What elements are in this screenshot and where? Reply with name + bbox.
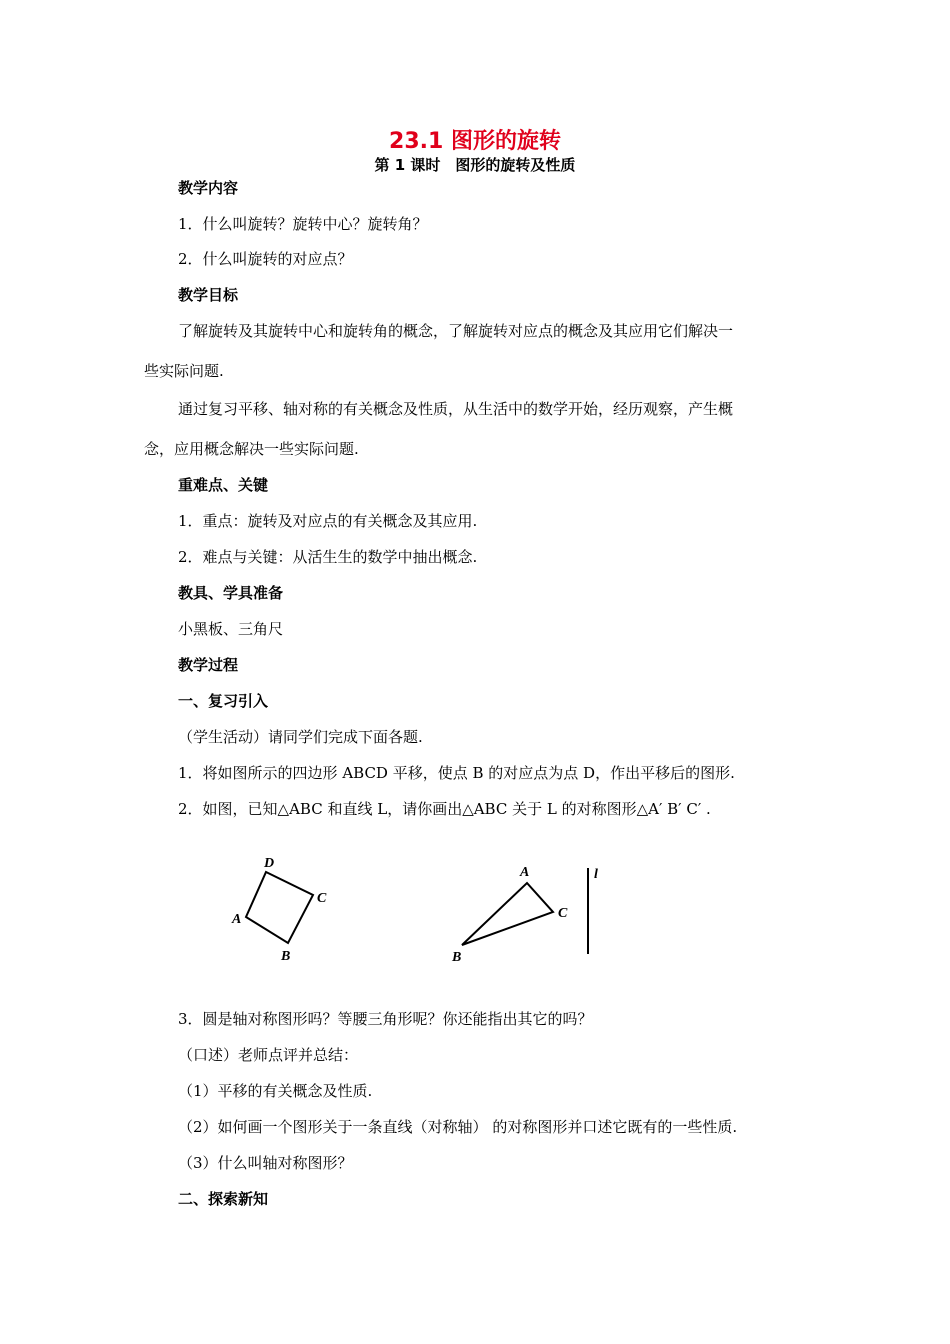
- summary-item-3: （3）什么叫轴对称图形？: [178, 1154, 353, 1172]
- process-heading: 教学过程: [178, 656, 239, 674]
- question-2: 2．如图，已知△ABC 和直线 L，请你画出△ABC 关于 L 的对称图形△A′ B′ C′ .: [178, 800, 711, 818]
- section-explore-heading: 二、探索新知: [178, 1190, 269, 1208]
- label-b: B: [281, 949, 291, 964]
- section-review-heading: 一、复习引入: [178, 692, 269, 710]
- label-a: A: [520, 865, 530, 880]
- label-d: D: [264, 856, 275, 871]
- triangle-figure: [448, 862, 618, 967]
- goals-paragraph-2-line-2: 念，应用概念解决一些实际问题.: [144, 440, 359, 458]
- goals-paragraph-1-line-1: 了解旋转及其旋转中心和旋转角的概念，了解旋转对应点的概念及其应用它们解决一: [178, 322, 734, 340]
- question-1: 1．将如图所示的四边形 ABCD 平移，使点 B 的对应点为点 D，作出平移后的图形.: [178, 764, 735, 782]
- student-activity-text: （学生活动）请同学们完成下面各题.: [178, 728, 423, 746]
- tools-text: 小黑板、三角尺: [178, 620, 284, 638]
- content-item-1: 1．什么叫旋转？旋转中心？旋转角？: [178, 215, 428, 233]
- question-3: 3．圆是轴对称图形吗？等腰三角形呢？你还能指出其它的吗？: [178, 1010, 593, 1028]
- summary-item-1: （1）平移的有关概念及性质.: [178, 1082, 373, 1100]
- label-l: l: [594, 867, 598, 882]
- triangle-abc: [462, 883, 553, 945]
- quadrilateral-figure: [228, 853, 338, 968]
- label-b: B: [452, 950, 462, 965]
- tools-heading: 教具、学具准备: [178, 584, 284, 602]
- label-a: A: [232, 912, 242, 927]
- quadrilateral-abcd: [246, 872, 313, 943]
- lesson-subtitle: 第 1 课时 图形的旋转及性质: [374, 156, 576, 174]
- goals-heading: 教学目标: [178, 286, 239, 304]
- content-item-2: 2．什么叫旋转的对应点？: [178, 250, 353, 268]
- oral-summary-intro: （口述）老师点评并总结：: [178, 1046, 359, 1064]
- goals-paragraph-1-line-2: 些实际问题.: [144, 362, 224, 380]
- key-point-2: 2．难点与关键：从活生生的数学中抽出概念.: [178, 548, 478, 566]
- content-heading: 教学内容: [178, 179, 239, 197]
- key-points-heading: 重难点、关键: [178, 476, 269, 494]
- label-c: C: [317, 891, 327, 906]
- key-point-1: 1．重点：旋转及对应点的有关概念及其应用.: [178, 512, 478, 530]
- page-title: 23.1 图形的旋转: [389, 129, 561, 154]
- goals-paragraph-2-line-1: 通过复习平移、轴对称的有关概念及性质，从生活中的数学开始，经历观察，产生概: [178, 400, 734, 418]
- summary-item-2: （2）如何画一个图形关于一条直线（对称轴） 的对称图形并口述它既有的一些性质.: [178, 1118, 738, 1136]
- label-c: C: [558, 906, 568, 921]
